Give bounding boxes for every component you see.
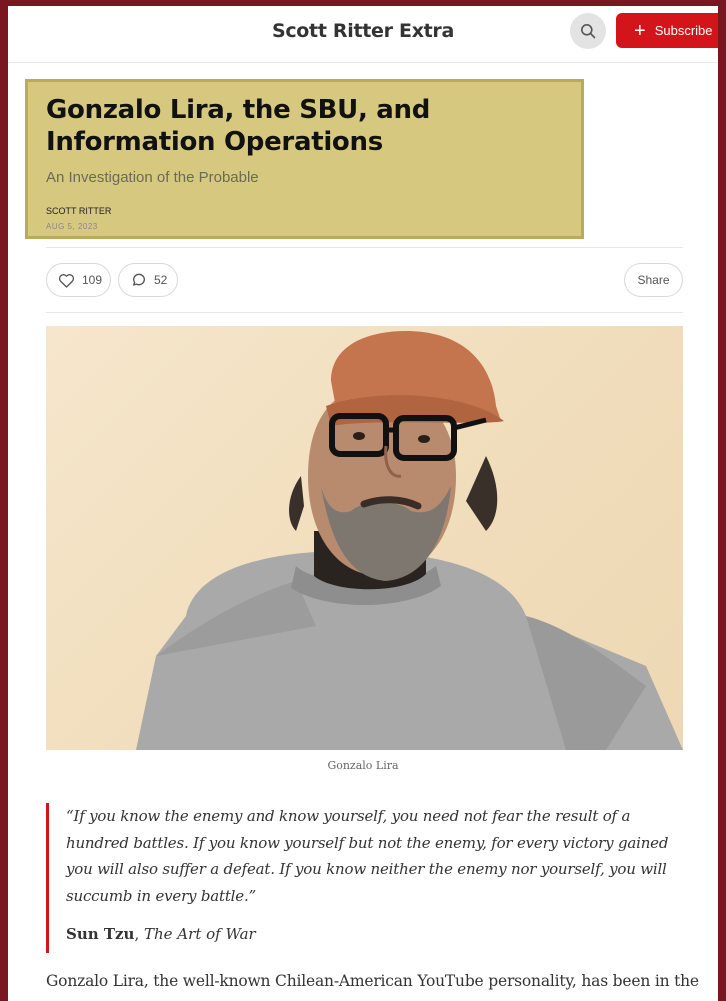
search-button[interactable] — [570, 13, 606, 49]
quote-separator: , — [134, 925, 144, 943]
image-caption: Gonzalo Lira — [327, 759, 399, 772]
blockquote — [46, 803, 686, 953]
heart-icon — [58, 273, 75, 288]
article-header — [25, 79, 584, 239]
article-title: Gonzalo Lira, the SBU, and Information Operations — [46, 95, 431, 157]
site-title[interactable]: Scott Ritter Extra — [271, 20, 455, 42]
top-bar — [8, 6, 718, 63]
article-subtitle: An Investigation of the Probable — [46, 169, 259, 186]
like-count: 109 — [82, 273, 103, 287]
comment-count: 52 — [154, 273, 168, 287]
portrait-illustration — [46, 326, 683, 750]
publish-date: AUG 5, 2023 — [46, 222, 98, 231]
share-label: Share — [637, 273, 670, 287]
divider-bottom — [46, 312, 683, 313]
divider-top — [46, 247, 683, 248]
quote-attribution — [66, 925, 686, 943]
quote-work: The Art of War — [144, 925, 256, 943]
plus-icon: + — [634, 19, 646, 42]
subscribe-label: Subscribe — [654, 23, 713, 38]
search-icon — [580, 23, 596, 39]
quote-source: Sun Tzu — [66, 925, 135, 943]
like-button[interactable] — [46, 263, 111, 297]
article-photo[interactable] — [46, 326, 683, 750]
subscribe-button[interactable] — [616, 13, 718, 48]
page-frame — [8, 6, 718, 1001]
body-paragraph: Gonzalo Lira, the well-known Chilean-American YouTube personality, has been in the — [46, 972, 699, 990]
comment-button[interactable] — [118, 263, 178, 297]
quote-text: “If you know the enemy and know yourself, you need not fear the result of a hundred battles. If you know yourself but not the enemy, for every victory gained you will also suffer a defeat. If you know neither the enemy nor yourself, you will succumb in every battle.” — [66, 807, 669, 905]
comment-icon — [131, 272, 147, 288]
author-link[interactable]: SCOTT RITTER — [46, 206, 112, 216]
share-button[interactable] — [624, 263, 683, 297]
